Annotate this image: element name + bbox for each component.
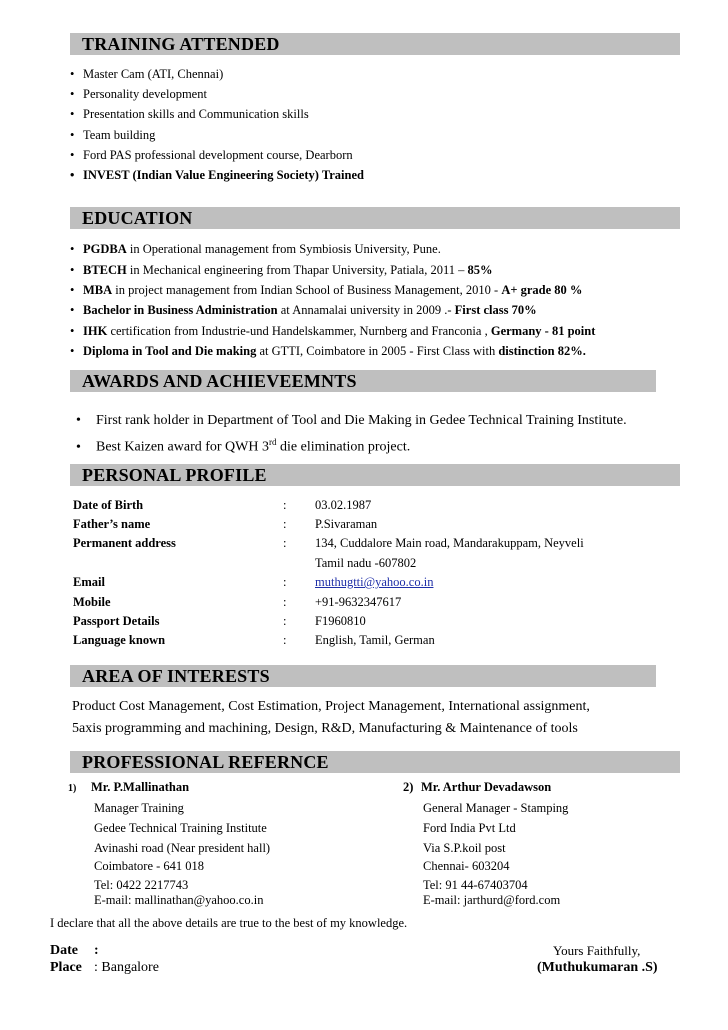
bullet-icon: • (70, 107, 75, 121)
section-title: AWARDS AND ACHIEVEEMNTS (82, 371, 357, 391)
closing: Yours Faithfully, (553, 943, 641, 958)
profile-value: 03.02.1987 (315, 498, 372, 512)
place-value: : Bangalore (94, 960, 159, 975)
reference-line: General Manager - Stamping (423, 801, 569, 815)
profile-colon: : (283, 517, 287, 531)
reference-line: Tel: 91 44-67403704 (423, 878, 528, 892)
section-title: EDUCATION (82, 208, 193, 228)
bullet-icon: • (70, 263, 75, 277)
declaration: I declare that all the above details are true to the best of my knowledge. (50, 916, 408, 930)
profile-label: Mobile (73, 595, 111, 609)
profile-label: Language known (73, 633, 166, 647)
profile-label: Email (73, 575, 105, 589)
list-item: • PGDBA in Operational management from Symbiosis University, Pune. (70, 242, 441, 256)
section-title: TRAINING ATTENDED (82, 34, 280, 54)
profile-value: +91-9632347617 (315, 595, 402, 609)
section-header-reference (70, 751, 680, 773)
profile-label: Father’s name (73, 517, 151, 531)
profile-value: F1960810 (315, 614, 366, 628)
reference-name: Mr. P.Mallinathan (91, 780, 190, 794)
reference-number: 1) (68, 783, 77, 794)
profile-label: Passport Details (73, 614, 160, 628)
bullet-icon: • (70, 283, 75, 297)
list-item: • Ford PAS professional development course, Dearborn (70, 148, 353, 162)
bullet-icon: • (76, 439, 81, 455)
section-title: PERSONAL PROFILE (82, 465, 267, 485)
list-item: • Bachelor in Business Administration at Annamalai university in 2009 .- First class 70% (70, 303, 537, 317)
list-item: • Diploma in Tool and Die making at GTTI, Coimbatore in 2005 - First Class with distinction 82%. (70, 344, 586, 358)
reference-line: Gedee Technical Training Institute (94, 821, 267, 835)
profile-value: Tamil nadu -607802 (315, 556, 417, 570)
section-header-education (70, 207, 680, 229)
reference-name: Mr. Arthur Devadawson (421, 780, 552, 794)
reference-line: Avinashi road (Near president hall) (94, 841, 271, 855)
profile-colon: : (283, 536, 287, 550)
profile-colon: : (283, 595, 287, 609)
bullet-icon: • (76, 413, 81, 428)
list-item: • IHK certification from Industrie-und Handelskammer, Nurnberg and Franconia , Germany - 81 point (70, 324, 596, 338)
profile-value: English, Tamil, German (315, 633, 435, 647)
section-title: PROFESSIONAL REFERNCE (82, 752, 329, 772)
section-header-training (70, 33, 680, 55)
reference-line: Ford India Pvt Ltd (423, 821, 516, 835)
bullet-icon: • (70, 148, 75, 162)
reference-line: Tel: 0422 2217743 (94, 878, 189, 892)
bullet-icon: • (70, 303, 75, 317)
interests-text: Product Cost Management, Cost Estimation, Project Management, International assignment, (72, 699, 590, 714)
reference-line: Coimbatore - 641 018 (94, 859, 205, 873)
reference-line: Via S.P.koil post (423, 841, 506, 855)
profile-colon: : (283, 575, 287, 589)
list-item: • BTECH in Mechanical engineering from Thapar University, Patiala, 2011 – 85% (70, 263, 493, 277)
list-item: • MBA in project management from Indian School of Business Management, 2010 - A+ grade 80 % (70, 283, 583, 297)
profile-colon: : (283, 498, 287, 512)
bullet-icon: • (70, 168, 75, 182)
interests-text: 5axis programming and machining, Design, R&D, Manufacturing & Maintenance of tools (72, 721, 578, 736)
section-header-interests (70, 665, 656, 687)
reference-line: Chennai- 603204 (423, 859, 510, 873)
place-label: Place (50, 960, 82, 975)
reference-number: 2) (403, 780, 414, 794)
profile-value: P.Sivaraman (315, 517, 378, 531)
signature: (Muthukumaran .S) (537, 960, 658, 975)
section-header-profile (70, 464, 680, 486)
reference-line: E-mail: mallinathan@yahoo.co.in (94, 893, 264, 907)
list-item: • First rank holder in Department of Tool and Die Making in Gedee Technical Training Institute. (76, 413, 627, 428)
bullet-icon: • (70, 128, 75, 142)
profile-colon: : (283, 614, 287, 628)
bullet-icon: • (70, 87, 75, 101)
profile-colon: : (283, 633, 287, 647)
list-item: • Presentation skills and Communication skills (70, 107, 309, 121)
date-label: Date (50, 943, 78, 958)
list-item: • INVEST (Indian Value Engineering Society) Trained (70, 168, 364, 182)
section-title: AREA OF INTERESTS (82, 666, 270, 686)
bullet-icon: • (70, 344, 75, 358)
list-item: • Team building (70, 128, 156, 142)
bullet-icon: • (70, 242, 75, 256)
section-header-awards (70, 370, 656, 392)
list-item: • Master Cam (ATI, Chennai) (70, 67, 224, 81)
profile-label: Date of Birth (73, 498, 144, 512)
reference-line: E-mail: jarthurd@ford.com (423, 893, 561, 907)
list-item: • Best Kaizen award for QWH 3rd die elimination project. (76, 437, 411, 455)
email-link[interactable]: muthugtti@yahoo.co.in (315, 575, 434, 589)
profile-label: Permanent address (73, 536, 176, 550)
date-value: : (94, 943, 99, 958)
reference-line: Manager Training (94, 801, 184, 815)
bullet-icon: • (70, 67, 75, 81)
bullet-icon: • (70, 324, 75, 338)
list-item: • Personality development (70, 87, 207, 101)
profile-value: 134, Cuddalore Main road, Mandarakuppam, Neyveli (315, 536, 584, 550)
